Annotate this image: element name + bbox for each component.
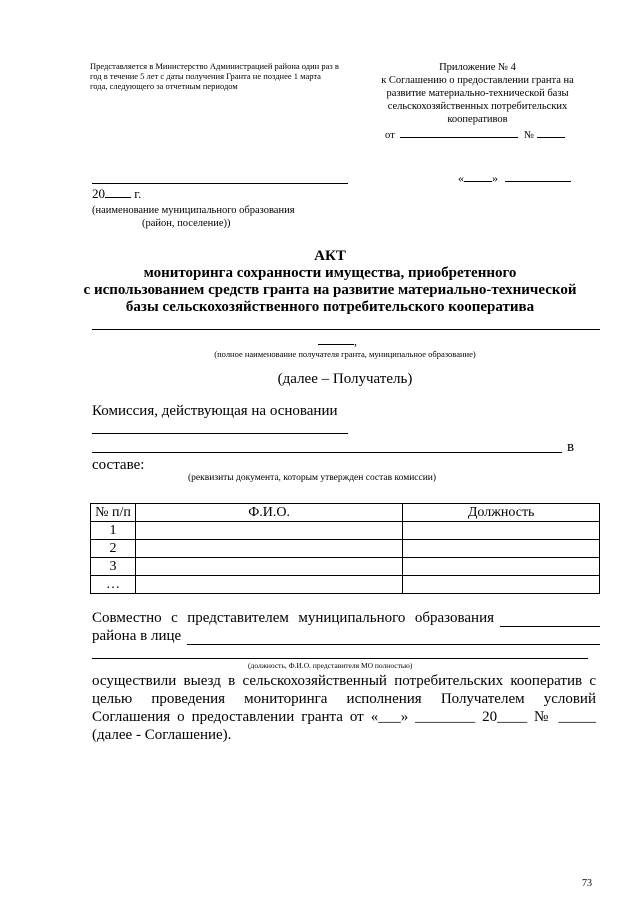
appendix-date-row — [385, 127, 565, 142]
row-number: … — [91, 576, 136, 594]
row-number: 3 — [91, 558, 136, 576]
appendix-date-label: от — [385, 130, 395, 141]
joint-line-2: района в лице — [92, 627, 600, 645]
place-line[interactable] — [92, 183, 348, 184]
appendix-line: развитие материально-технической базы — [386, 88, 569, 99]
appendix-number-label: № — [523, 130, 534, 141]
year-field[interactable]: 20 г. — [92, 186, 142, 201]
representative-field[interactable] — [187, 630, 600, 645]
page-number: 73 — [582, 878, 592, 889]
position-cell[interactable] — [403, 558, 600, 576]
table-row — [91, 576, 600, 594]
table-row — [91, 540, 600, 558]
recipient-hereinafter: (далее – Получатель) — [277, 371, 413, 387]
commission-basis-line[interactable] — [92, 433, 348, 434]
appendix-line: сельскохозяйственных потребительских — [387, 101, 568, 112]
col-number-header: № п/п — [91, 504, 136, 522]
commission-caption: (реквизиты документа, которым утвержден состав комиссии) — [188, 473, 437, 483]
row-number: 2 — [91, 540, 136, 558]
submission-note: Представляется в Министерство Администрацией района один раз в год в течение 5 лет с даты получения Гранта не позднее 1 марта года, следующего за отчетным периодом — [90, 61, 339, 91]
name-cell[interactable] — [135, 576, 402, 594]
closing-paragraph: осуществили выезд в сельскохозяйственный потребительских кооператив с целью проведения мониторинга исполнения Получателем условий Соглашения о предоставлении гранта от «___» ________ 20____ № _____ (далее - Соглашение). — [92, 673, 596, 743]
date-field[interactable]: « » — [458, 171, 571, 186]
appendix-line: к Соглашению о предоставлении гранта на — [381, 75, 574, 86]
table-row — [91, 558, 600, 576]
appendix-block — [355, 61, 600, 126]
position-cell[interactable] — [403, 522, 600, 540]
commission-composition: составе: — [92, 457, 145, 473]
table-header-row — [91, 504, 600, 522]
table-row — [91, 522, 600, 540]
row-number: 1 — [91, 522, 136, 540]
commission-table — [90, 503, 600, 594]
position-cell[interactable] — [403, 540, 600, 558]
commission-intro: Комиссия, действующая на основании — [92, 403, 338, 419]
commission-basis-line-2[interactable] — [92, 452, 562, 453]
col-position-header: Должность — [403, 504, 600, 522]
representative-line[interactable] — [92, 658, 588, 659]
appendix-title: Приложение № 4 — [439, 62, 516, 73]
col-name-header: Ф.И.О. — [135, 504, 402, 522]
position-cell[interactable] — [403, 576, 600, 594]
representative-caption: (должность, Ф.И.О. представителя МО полностью) — [248, 661, 413, 670]
joint-line-1: Совместно с представителем муниципального образования — [92, 609, 600, 627]
name-cell[interactable] — [135, 540, 402, 558]
commission-in: в — [567, 439, 575, 455]
name-cell[interactable] — [135, 558, 402, 576]
municipality-field[interactable] — [500, 612, 600, 627]
name-cell[interactable] — [135, 522, 402, 540]
recipient-caption: (полное наименование получателя гранта, муниципальное образование) — [214, 349, 476, 359]
document-title: АКТ мониторинга сохранности имущества, приобретенного с использованием средств гранта на развитие материально-технической базы сельскохозяйственного потребительского кооператива — [83, 248, 577, 315]
appendix-line: кооперативов — [447, 114, 508, 125]
place-caption: (наименование муниципального образования (район, поселение)) — [92, 205, 295, 229]
recipient-line[interactable] — [92, 329, 600, 330]
recipient-line-short[interactable]: , — [318, 334, 357, 349]
